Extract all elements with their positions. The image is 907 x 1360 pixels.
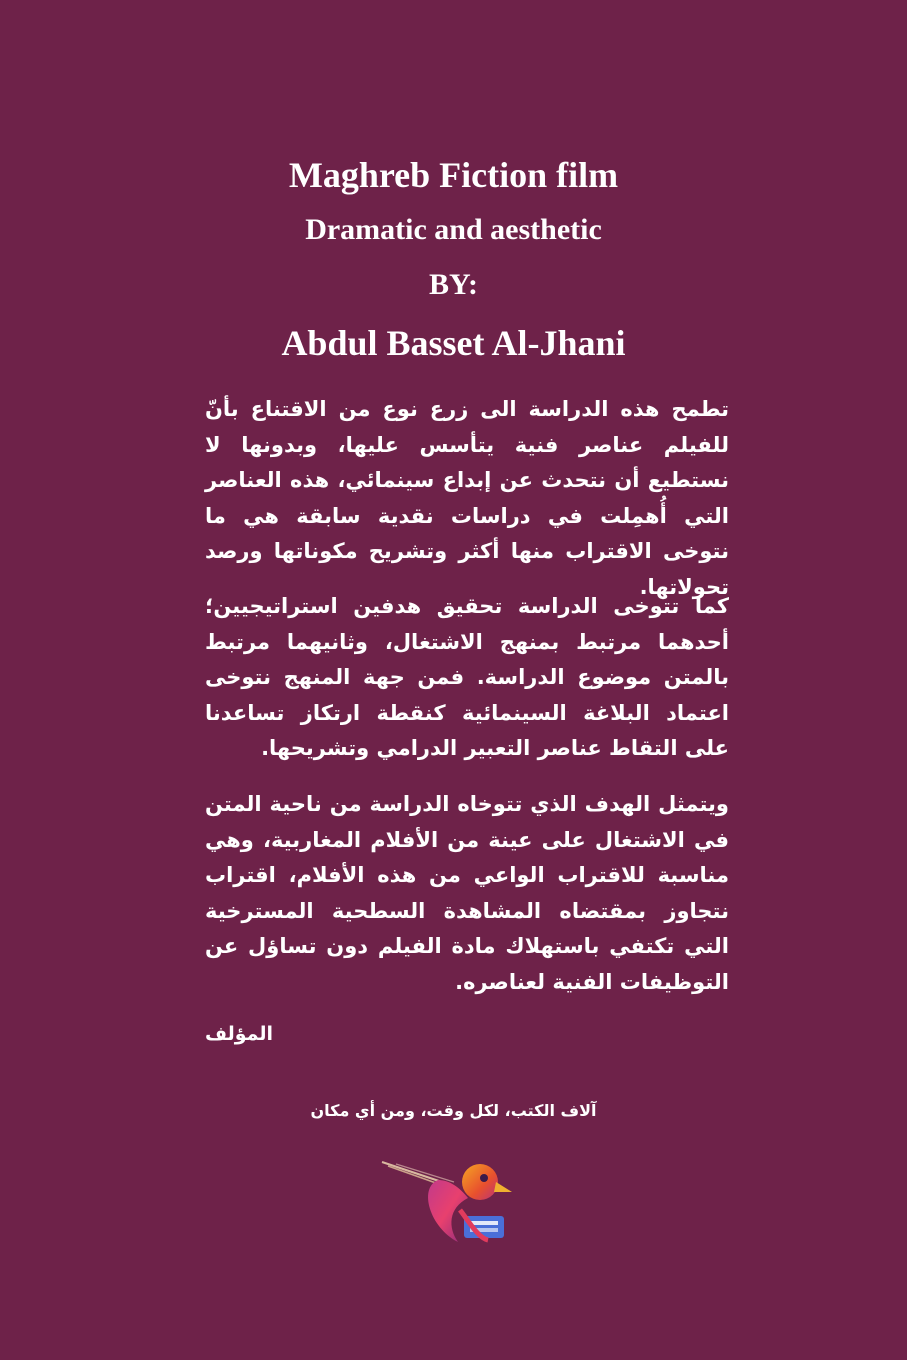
blurb-paragraph-3: ويتمثل الهدف الذي تتوخاه الدراسة من ناحية المتن في الاشتغال على عينة من الأفلام المغاربية، وهي مناسبة للاقتراب الواعي من هذه الأفلام، اقتراب نتجاوز بمقتضاه المشاهدة السطحية المسترخية التي تكتفي باستهلاك مادة الفيلم دون تساؤل عن التوظيفات الفنية لعناصره.	[205, 792, 729, 994]
author-signature: المؤلف	[205, 1023, 274, 1045]
author-name: Abdul Basset Al-Jhani	[281, 323, 626, 363]
book-subtitle: Dramatic and aesthetic	[305, 213, 602, 246]
publisher-tagline: آلاف الكتب، لكل وقت، ومن أي مكان	[310, 1101, 597, 1120]
author-signature-row	[205, 1023, 729, 1045]
book-title: Maghreb Fiction film	[288, 155, 619, 195]
by-label: BY:	[429, 268, 478, 301]
blurb-paragraph-2: كما تتوخى الدراسة تحقيق هدفين استراتيجيين؛ أحدهما مرتبط بمنهج الاشتغال، وثانيهما مرتبط بالمتن موضوع الدراسة. فمن جهة المنهج نتوخى اعتماد البلاغة السينمائية كنقطة ارتكاز تساعدنا على التقاط عناصر التعبير الدرامي وتشريحها.	[205, 594, 729, 760]
publisher-logo-icon	[378, 1158, 518, 1258]
blurb-paragraph-1: تطمح هذه الدراسة الى زرع نوع من الاقتناع بأنّ للفيلم عناصر فنية يتأسس عليها، وبدونها لا نستطيع أن نتحدث عن إبداع سينمائي، هذه العناصر التي أُهمِلت في دراسات نقدية سابقة هي ما نتوخى الاقتراب منها أكثر وتشريح مكوناتها ورصد تحولاتها.	[205, 397, 729, 599]
